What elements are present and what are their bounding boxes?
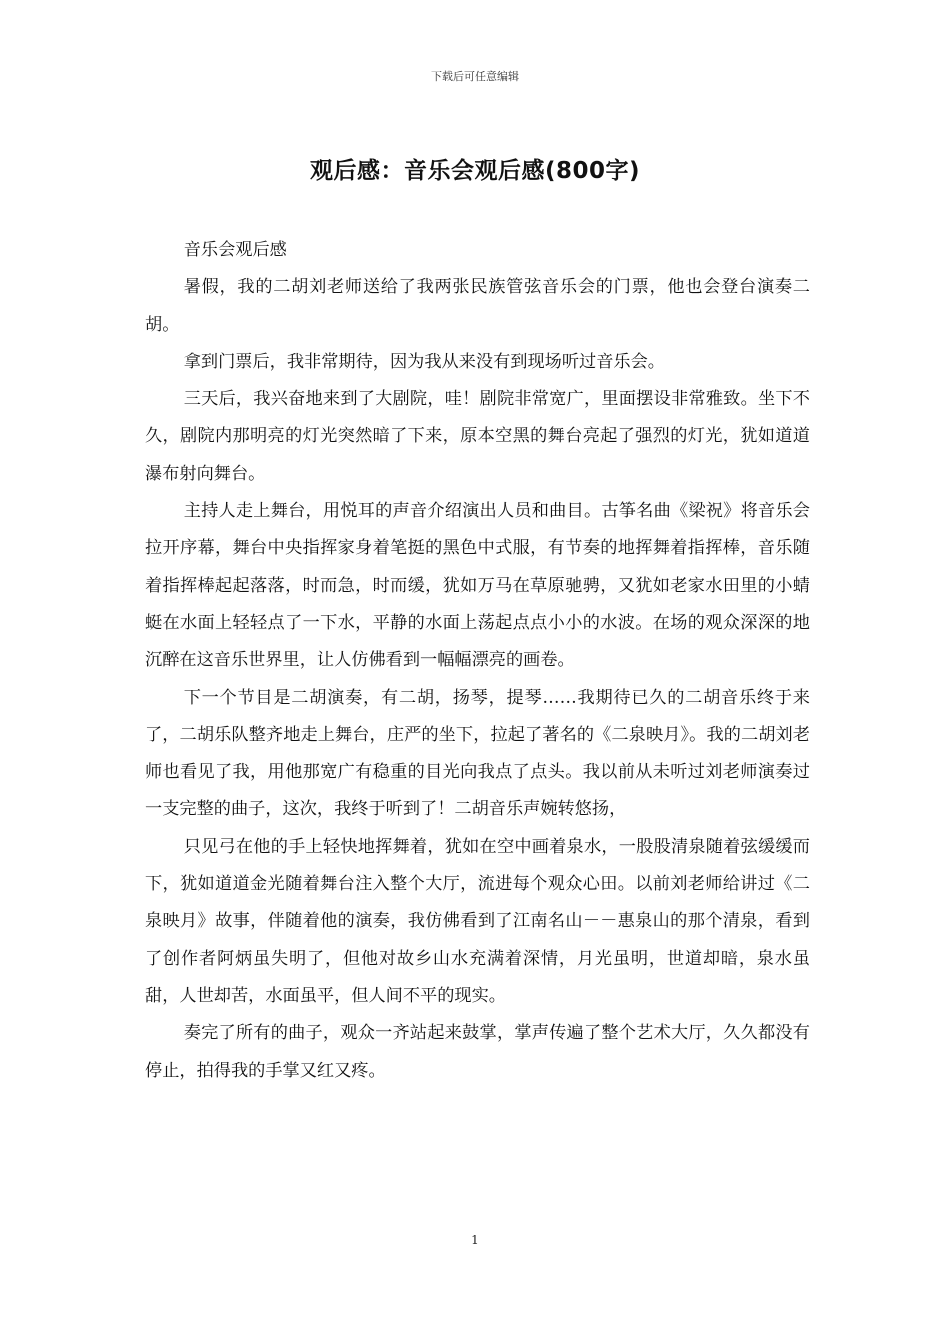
paragraph: 奏完了所有的曲子，观众一齐站起来鼓掌，掌声传遍了整个艺术大厅，久久都没有停止，拍得我的手掌又红又疼。: [145, 1023, 810, 1081]
paragraph-subtitle: 音乐会观后感: [183, 240, 287, 260]
paragraph: 主持人走上舞台，用悦耳的声音介绍演出人员和曲目。古筝名曲《梁祝》将音乐会拉开序幕，舞台中央指挥家身着笔挺的黑色中式服，有节奏的地挥舞着指挥棒，音乐随着指挥棒起起落落，时而急，时而缓，犹如万马在草原驰骋，又犹如老家水田里的小蜻蜓在水面上轻轻点了一下水，平静的水面上荡起点点小小的水波。在场的观众深深的地沉醉在这音乐世界里，让人仿佛看到一幅幅漂亮的画卷。: [145, 501, 810, 671]
paragraph: 拿到门票后，我非常期待，因为我从来没有到现场听过音乐会。: [183, 351, 665, 372]
document-body: [145, 232, 810, 1090]
document-title: 观后感：音乐会观后感(800字): [309, 158, 641, 184]
paragraph: 三天后，我兴奋地来到了大剧院，哇！剧院非常宽广，里面摆设非常雅致。坐下不久，剧院内那明亮的灯光突然暗了下来，原本空黑的舞台亮起了强烈的灯光，犹如道道瀑布射向舞台。: [145, 389, 810, 484]
header-note: 下载后可任意编辑: [431, 70, 519, 83]
paragraph: 下一个节目是二胡演奏，有二胡，扬琴，提琴……我期待已久的二胡音乐终于来了，二胡乐队整齐地走上舞台，庄严的坐下，拉起了著名的《二泉映月》。我的二胡刘老师也看见了我，用他那宽广有稳重的目光向我点了点头。我以前从未听过刘老师演奏过一支完整的曲子，这次，我终于听到了！二胡音乐声婉转悠扬，: [145, 687, 810, 820]
paragraph: 暑假，我的二胡刘老师送给了我两张民族管弦音乐会的门票，他也会登台演奏二胡。: [145, 277, 810, 335]
page-number: 1: [471, 1233, 479, 1247]
paragraph: 只见弓在他的手上轻快地挥舞着，犹如在空中画着泉水，一股股清泉随着弦缓缓而下，犹如道道金光随着舞台注入整个大厅，流进每个观众心田。以前刘老师给讲过《二泉映月》故事，伴随着他的演奏，我仿佛看到了江南名山－－惠泉山的那个清泉，看到了创作者阿炳虽失明了，但他对故乡山水充满着深情，月光虽明，世道却暗，泉水虽甜，人世却苦，水面虽平，但人间不平的现实。: [145, 836, 810, 1006]
